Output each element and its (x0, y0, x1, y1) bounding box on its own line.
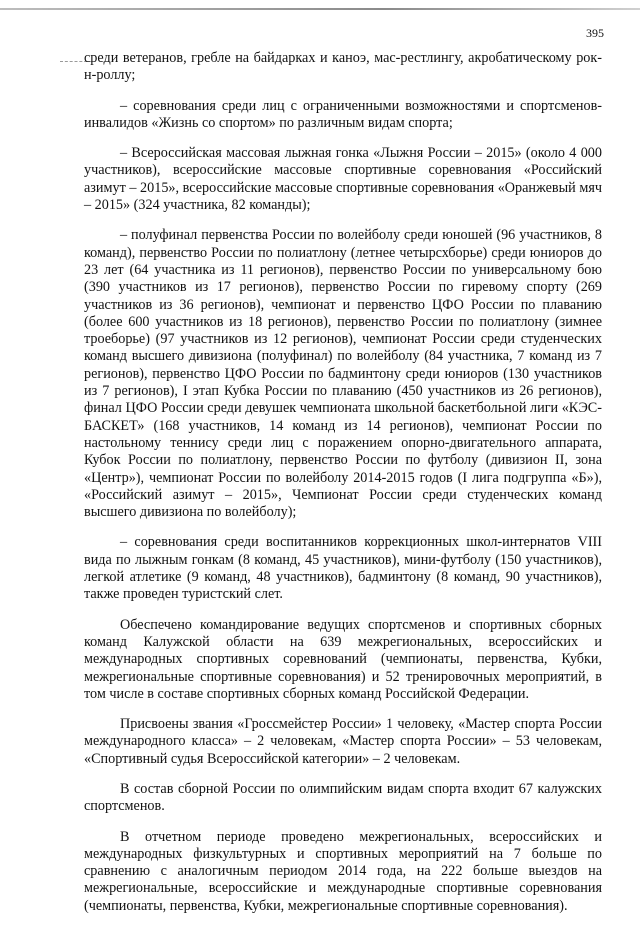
paragraph-mass-events: – Всероссийская массовая лыжная гонка «Лыжня России – 2015» (около 4 000 участников), всероссийские массовые спортивные соревнования «Российский азимут – 2015», всероссийские массовые спортивные соревнования «Оранжевый мяч – 2015» (324 участника, 82 команды); (84, 145, 602, 214)
paragraph-team-travel: Обеспечено командирование ведущих спортсменов и спортивных сборных команд Калужской области на 639 межрегиональных, всероссийских и международных спортивных соревнований (чемпионаты, первенства, Кубки, межрегиональные спортивные соревнования) и 52 тренировочных мероприятий, в том числе в составе спортивных сборных команд Российской Федерации. (84, 616, 602, 702)
document-body (84, 50, 602, 928)
paragraph-disabled-athletes-events: – соревнования среди лиц с ограниченными возможностями и спортсменов-инвалидов «Жизнь со спортом» по различным видам спорта; (84, 97, 602, 131)
paragraph-continuation: среди ветеранов, гребле на байдарках и каноэ, мас-рестлингу, акробатическому рок-н-роллу; (84, 50, 602, 84)
paragraph-reporting-period: В отчетном периоде проведено межрегиональных, всероссийских и международных физкультурных и спортивных мероприятий на 7 больше по сравнению с аналогичным периодом 2014 года, на 222 больше выездов на межрегиональные, всероссийские и международные спортивные соревнования (чемпионаты, первенства, Кубки, межрегиональные спортивные соревнования). (84, 828, 602, 914)
paragraph-titles-awarded: Присвоены звания «Гроссмейстер России» 1 человеку, «Мастер спорта России международного класса» – 2 человекам, «Мастер спорта России» – 53 человекам, «Спортивный судья Всероссийской категории» – 2 человекам. (84, 716, 602, 767)
scan-edge-line (0, 8, 640, 10)
page-number: 395 (586, 26, 604, 40)
paragraph-boarding-schools-events: – соревнования среди воспитанников коррекционных школ-интернатов VIII вида по лыжным гонкам (8 команд, 45 участников), мини-футболу (150 участников), легкой атлетике (9 команд, 48 участников), бадминтону (8 команд, 90 участников), также проведен туристский слет. (84, 534, 602, 603)
paragraph-national-team: В состав сборной России по олимпийским видам спорта входит 67 калужских спортсменов. (84, 780, 602, 815)
paragraph-championships: – полуфинал первенства России по волейболу среди юношей (96 участников, 8 команд), первенство России по полиатлону (летнее четырсхборье) среди юниоров до 23 лет (64 участника из 11 регионов), первенство России по универсальному бою (390 участников из 17 регионов), первенство России по гиревому спорту (269 участников из 36 регионов), чемпионат и первенство ЦФО России по плаванию (более 600 участников из 18 регионов), первенство России по полиатлону (зимнее троеборье) (97 участников из 12 регионов), чемпионат России среди студенческих команд высшего дивизиона (полуфинал) по волейболу (84 участника, 7 команд из 7 регионов), первенство ЦФО России по бадминтону среди юниоров (130 участников из 7 регионов), I этап Кубка России по плаванию (450 участников из 26 регионов), финал ЦФО России среди девушек чемпионата школьной баскетбольной лиги «КЭС-БАСКЕТ» (168 участников, 14 команд из 14 регионов), чемпионат России по настольному теннису среди лиц с поражением опорно-двигательного аппарата, Кубок России по полиатлону, первенство России по футболу (дивизион II, зона «Центр»), чемпионат России по волейболу 2014-2015 годов (I лига подгруппа «Б»), «Российский азимут – 2015», Чемпионат России среди студенческих команд высшего дивизиона по волейболу); (84, 227, 602, 521)
